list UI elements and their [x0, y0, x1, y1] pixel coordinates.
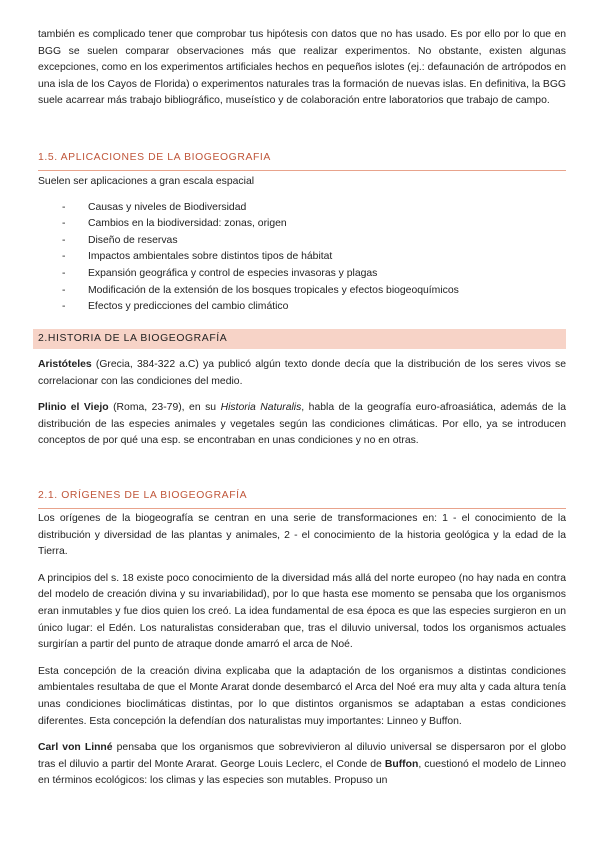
list-item: - Modificación de la extensión de los bosques tropicales y efectos biogeoquímicos — [38, 283, 566, 300]
person-name-buffon: Buffon — [384, 758, 419, 770]
aplicaciones-block — [38, 174, 566, 316]
aristoteles-paragraph: Aristóteles (Grecia, 384-322 a.C) ya publicó algún texto donde decía que la distribución de los seres vivos se correlacionar con las condiciones del medio. — [38, 359, 566, 387]
intro-paragraph: también es complicado tener que comprobar tus hipótesis con datos que no has usado. Es por ello por lo que en BGG se suelen comparar observaciones más que realizar experimentos. No obstante, existen algunas excepciones, como en los experimentos artificiales hechos en pequeños islotes (ej.: defaunación de artrópodos en una isla de los Cayos de Florida) o experimentos naturales tras la formación de nuevas islas. En definitiva, la BGG suele acarrear más trabajo bibliográfico, museístico y de colaboración entre laboratorios que trabajo de campo. — [38, 29, 566, 107]
person-name-plinio: Plinio el Viejo — [38, 402, 109, 414]
bullet-dash: - — [62, 267, 66, 279]
origenes-paragraph-2: A principios del s. 18 existe poco conocimiento de la diversidad más allá del norte europeo (no hay nada en contra del modelo de creación divina y su invariabilidad), por lo que hasta ese momento se pensaba que los organismos eran inmutables y fue dios quien los creó. La idea fundamental de esa época es que las especies surgieron en un único lugar: el Edén. Los naturalistas consideraban que, tras el diluvio universal, todos los organismos actuales surgirían a partir del punto de atraque donde amarró el arca de Noé. — [38, 572, 566, 651]
list-item: - Causas y niveles de Biodiversidad — [38, 200, 566, 217]
historia-block — [38, 357, 566, 450]
plinio-paragraph: Plinio el Viejo (Roma, 23-79), en su Historia Naturalis, habla de la geografía euro-afroasiática, además de la distribución de las especies animales y vegetales según las condiciones climáticas. Por ello, ya se introducen conceptos de por qué una esp. se encontraban en unas condiciones y no en otras. — [38, 402, 566, 447]
work-title: Historia Naturalis — [220, 402, 302, 414]
bullet-dash: - — [62, 201, 66, 213]
section-heading-origenes: 2.1. ORÍGENES DE LA BIOGEOGRAFÍA — [38, 488, 566, 509]
aplicaciones-lead: Suelen ser aplicaciones a gran escala espacial — [38, 176, 255, 187]
list-item: - Impactos ambientales sobre distintos tipos de hábitat — [38, 249, 566, 266]
aplicaciones-list — [38, 200, 566, 316]
bullet-dash: - — [62, 218, 66, 230]
origenes-paragraph-1: Los orígenes de la biogeografía se centran en una serie de transformaciones en: 1 - el conocimiento de la distribución y diversidad de las plantas y animales, 2 - el conocimiento de la historia geológica y la edad de la Tierra. — [38, 513, 566, 558]
origenes-paragraph-4: Carl von Linné pensaba que los organismos que sobrevivieron al diluvio universal se dispersaron por el globo tras el diluvio a partir del Monte Ararat. George Louis Leclerc, el Conde de Buffon, cuestionó el modelo de Linneo en términos ecológicos: los climas y las especies son mutables. Propuso un — [38, 742, 566, 787]
section-heading-aplicaciones: 1.5. APLICACIONES DE LA BIOGEOGRAFIA — [38, 150, 566, 171]
bullet-dash: - — [62, 234, 66, 246]
bullet-dash: - — [62, 251, 66, 263]
person-name-linne: Carl von Linné — [38, 742, 113, 754]
origenes-block — [38, 511, 566, 790]
person-name-aristoteles: Aristóteles — [38, 359, 92, 370]
intro-paragraph-block — [38, 27, 566, 110]
bullet-dash: - — [62, 284, 66, 296]
bullet-dash: - — [62, 301, 66, 313]
section-heading-historia: 2.HISTORIA DE LA BIOGEOGRAFÍA — [33, 329, 566, 349]
origenes-paragraph-3: Esta concepción de la creación divina explicaba que la adaptación de los organismos a distintas condiciones ambientales resultaba de que el Monte Ararat donde desembarcó el Arca del Noé era muy alta y cada altura tenía unas condiciones bioclimáticas distintas, por lo que distintos organismos se adaptaban a estas condiciones diferentes. Esta concepción la defendían dos naturalistas muy importantes: Linneo y Buffon. — [38, 665, 566, 727]
list-item: - Expansión geográfica y control de especies invasoras y plagas — [38, 266, 566, 283]
list-item: - Cambios en la biodiversidad: zonas, origen — [38, 216, 566, 233]
list-item: - Efectos y predicciones del cambio climático — [38, 299, 566, 316]
list-item: - Diseño de reservas — [38, 233, 566, 250]
